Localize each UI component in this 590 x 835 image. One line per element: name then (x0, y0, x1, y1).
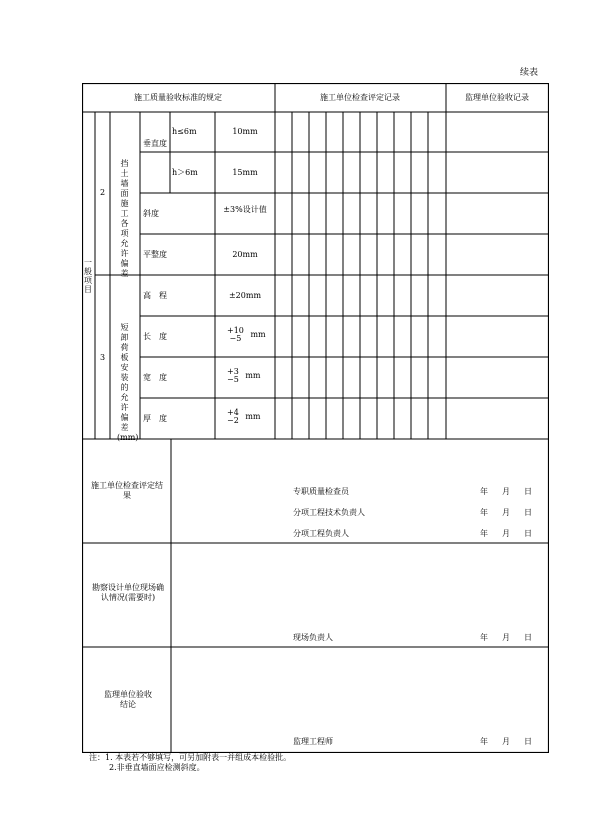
date-row-3: 年 月 日 (480, 529, 532, 538)
item3-length-tolerance: +10 −5 mm (227, 326, 266, 343)
item3-thickness-label: 厚 度 (143, 414, 167, 423)
item2-vertical-label: 垂直度 (143, 139, 167, 148)
project-lead-label: 分项工程负责人 (293, 529, 349, 538)
item2-title: 挡土墙面施工各项允许偏差 (120, 159, 129, 278)
supervisor-conclusion-label: 监理单位验收结论 (104, 690, 152, 709)
header-standard: 施工质量验收标准的规定 (134, 93, 222, 102)
header-contractor-check: 施工单位检查评定记录 (320, 93, 400, 102)
item2-flatness-label: 平整度 (143, 250, 167, 259)
item3-elevation-tolerance: ±20mm (228, 291, 262, 300)
item2-number: 2 (100, 188, 106, 197)
date-row-1: 年 月 日 (480, 487, 532, 496)
date-row-2: 年 月 日 (480, 508, 532, 517)
item2-tolerance-2: 15mm (232, 168, 258, 177)
item3-number: 3 (100, 353, 106, 362)
date-row-4: 年 月 日 (480, 633, 532, 642)
item3-width-tolerance: +3 −5 mm (227, 367, 261, 384)
date-row-5: 年 月 日 (480, 737, 532, 746)
item3-thickness-tolerance: +4 −2 mm (227, 408, 261, 425)
contractor-result-label: 施工单位检查评定结果 (91, 481, 163, 500)
continued-label: 续表 (520, 68, 539, 78)
item2-condition-1: h≤6m (172, 127, 197, 136)
footnote-2: 2.非垂直墙面应检测斜度。 (109, 763, 205, 772)
item2-slope-tolerance: ±3%设计值 (223, 205, 267, 214)
supervisor-engineer-label: 监理工程师 (293, 737, 333, 746)
item3-elevation-label: 高 程 (143, 291, 167, 300)
item2-tolerance-1: 10mm (232, 127, 258, 136)
footnote-1: 注：1. 本表若不够填写，可另加附表一并组成本检验批。 (89, 753, 292, 762)
item3-length-label: 长 度 (143, 332, 167, 341)
header-supervisor-accept: 监理单位验收记录 (465, 93, 529, 102)
item2-flatness-tolerance: 20mm (232, 250, 258, 259)
general-items-label: 一般项目 (84, 258, 92, 294)
footnotes (89, 753, 291, 773)
item3-title: 短卸荷板安装的允许偏差(mm) (117, 323, 139, 442)
item2-slope-label: 斜度 (143, 209, 159, 218)
item2-condition-2: h＞6m (172, 168, 198, 177)
inspection-table (82, 83, 549, 753)
inspector-label: 专职质量检查员 (293, 487, 349, 496)
item3-width-label: 宽 度 (143, 373, 167, 382)
design-confirm-label: 勘察设计单位现场确认情况(需要时) (92, 583, 164, 602)
tech-lead-label: 分项工程技术负责人 (293, 508, 365, 517)
site-lead-label: 现场负责人 (293, 633, 333, 642)
